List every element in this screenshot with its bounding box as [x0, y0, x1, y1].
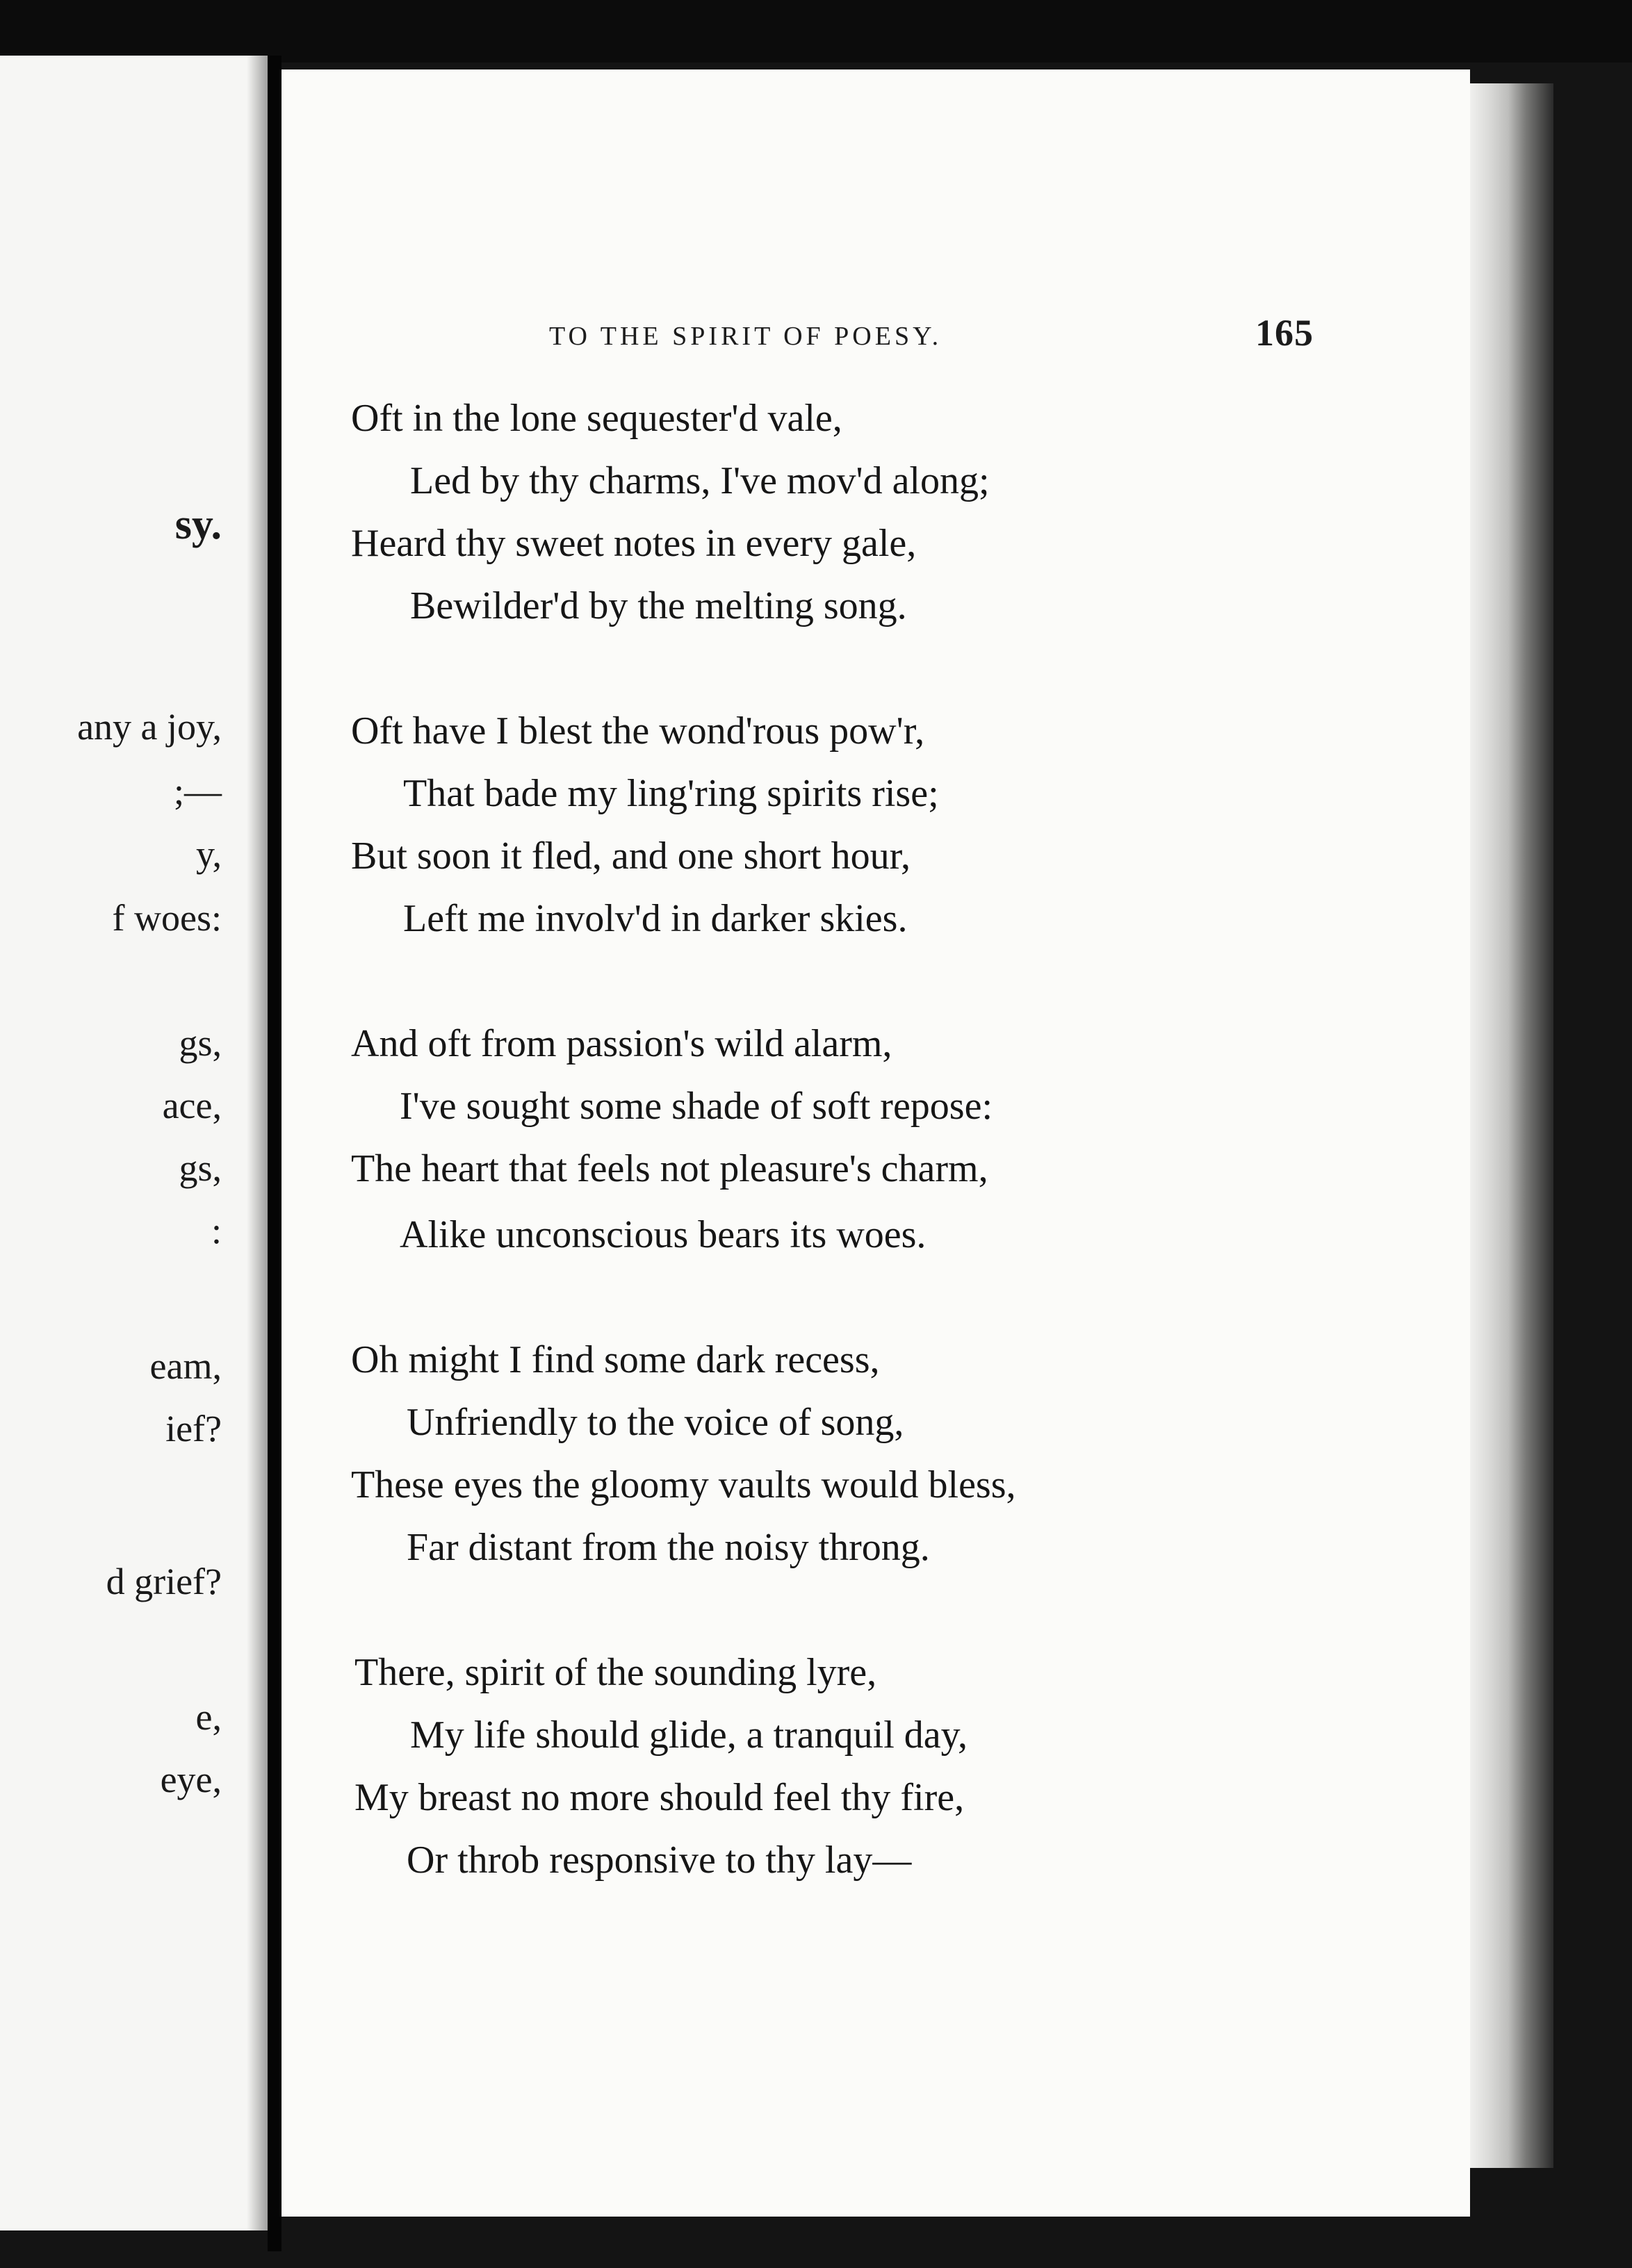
left-page-line: gs, [179, 1022, 222, 1064]
running-head [549, 314, 1314, 363]
left-page-line: : [211, 1210, 222, 1251]
left-page-line: y, [196, 833, 222, 875]
left-page-line: ief? [165, 1408, 222, 1449]
running-head-title: TO THE SPIRIT OF POESY. [549, 322, 943, 351]
poem-line: My life should glide, a tranquil day, [410, 1714, 968, 1757]
poem-line: Bewilder'd by the melting song. [410, 584, 907, 627]
scan-background [0, 0, 1632, 63]
poem-line: These eyes the gloomy vaults would bless, [351, 1463, 1016, 1506]
left-page [0, 56, 268, 2230]
poem-line: Or throb responsive to thy lay— [407, 1839, 912, 1882]
right-page [281, 69, 1470, 2217]
poem-line: Heard thy sweet notes in every gale, [351, 522, 917, 565]
poem-line: Oft have I blest the wond'rous pow'r, [351, 709, 925, 753]
poem-line: And oft from passion's wild alarm, [351, 1022, 892, 1065]
poem-line: My breast no more should feel thy fire, [354, 1776, 965, 1819]
poem-line: Alike unconscious bears its woes. [400, 1213, 927, 1256]
left-page-heading-fragment: sy. [174, 501, 222, 548]
left-page-line: eam, [149, 1345, 222, 1387]
poem-line: Oft in the lone sequester'd vale, [351, 397, 842, 440]
poem-line: But soon it fled, and one short hour, [351, 835, 911, 878]
poem-line: Oh might I find some dark recess, [351, 1338, 880, 1381]
page-edges [1470, 83, 1553, 2168]
poem-line: Far distant from the noisy throng. [407, 1526, 930, 1569]
left-page-line: ;— [173, 771, 222, 812]
left-page-line: ace, [162, 1085, 222, 1126]
left-page-line: eye, [160, 1759, 222, 1800]
book-spine [268, 56, 281, 2251]
poem-line: The heart that feels not pleasure's charm, [351, 1147, 988, 1190]
poem-line: I've sought some shade of soft repose: [400, 1085, 993, 1128]
left-page-line: f woes: [112, 897, 222, 939]
poem-line: Unfriendly to the voice of song, [407, 1401, 904, 1444]
poem-line: Left me involv'd in darker skies. [403, 897, 908, 940]
page-number: 165 [1255, 312, 1314, 354]
left-page-line: any a joy, [77, 706, 222, 748]
left-page-line: d grief? [106, 1561, 222, 1602]
poem-line: There, spirit of the sounding lyre, [354, 1651, 877, 1694]
gutter-shadow [247, 56, 268, 2230]
poem-line: Led by thy charms, I've mov'd along; [410, 459, 990, 502]
left-page-line: e, [195, 1696, 222, 1738]
poem-line: That bade my ling'ring spirits rise; [403, 772, 939, 815]
left-page-line: gs, [179, 1147, 222, 1189]
